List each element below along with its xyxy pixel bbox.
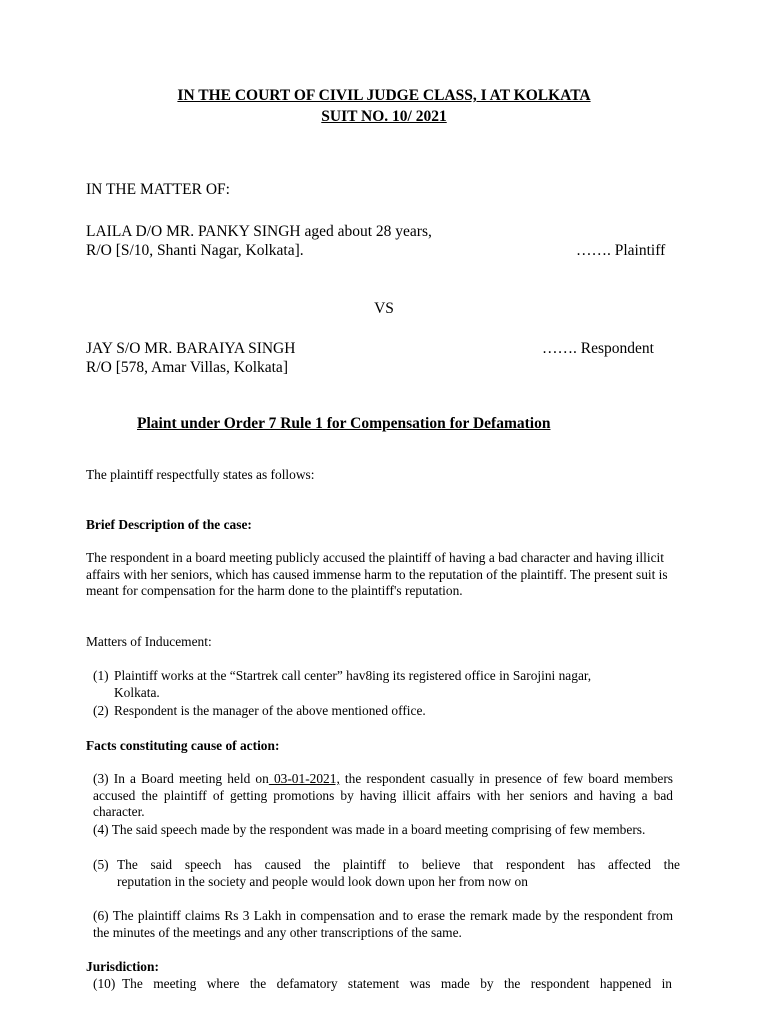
fact-item-5-text-cont: reputation in the society and people would look down upon her from now on [117,874,528,889]
suit-number: SUIT NO. 10/ 2021 [321,108,447,125]
plaintiff-address: R/O [S/10, Shanti Nagar, Kolkata]. [86,242,304,259]
fact-item-4-text: The said speech made by the respondent was made in a board meeting comprising of few members. [111,822,646,837]
inducement-item-2-text: Respondent is the manager of the above mentioned office. [114,703,426,718]
inducement-item-1-number: (1) [93,668,109,683]
intro-text: The plaintiff respectfully states as follows: [86,467,315,482]
matter-heading: IN THE MATTER OF: [86,181,230,198]
inducement-item-2-number: (2) [93,703,109,718]
versus: VS [374,300,394,317]
inducement-item-1-text: Plaintiff works at the “Startrek call center” hav8ing its registered office in Sarojini nagar, [114,668,592,683]
fact-item-4-number: (4) [93,822,109,837]
plaintiff-role: ……. Plaintiff [576,242,666,259]
respondent-role: ……. Respondent [542,340,654,357]
fact-item-6-text: The plaintiff claims Rs 3 Lakh in compensation and to erase the remark made by the respondent from the minutes of the meetings and any other transcriptions of the same. [93,908,673,940]
plaintiff-name: LAILA D/O MR. PANKY SINGH aged about 28 years, [86,223,432,240]
facts-heading: Facts constituting cause of action: [86,738,280,753]
fact-item-5-text: The said speech has caused the plaintiff to believe that respondent has affected the [117,857,680,872]
fact-item-6-number: (6) [93,908,109,923]
fact-item-3-post: the respondent casually in presence of few board members accused the plaintiff of getting promotions by having illicit affairs with her seniors and having a bad character. [93,771,674,819]
brief-text: The respondent in a board meeting publicly accused the plaintiff of having a bad character and having illicit affairs with her seniors, which has caused immense harm to the reputation of the plaintiff. The present suit is meant for compensation for the harm done to the plaintiff's reputation. [86,550,668,598]
jurisdiction-item-10-number: (10) [93,976,116,991]
fact-item-3 [93,771,673,821]
inducement-item-1-text-cont: Kolkata. [114,685,160,700]
inducement-heading: Matters of Inducement: [86,634,212,649]
plaint-title: Plaint under Order 7 Rule 1 for Compensation for Defamation [137,415,551,432]
fact-item-3-pre: In a Board meeting held on [113,771,269,786]
jurisdiction-item-10-text: The meeting where the defamatory statement was made by the respondent happened in [122,976,672,991]
fact-item-6 [93,908,673,941]
respondent-name: JAY S/O MR. BARAIYA SINGH [86,340,296,357]
respondent-address: R/O [578, Amar Villas, Kolkata] [86,359,288,376]
brief-heading: Brief Description of the case: [86,517,252,532]
jurisdiction-heading: Jurisdiction: [86,959,159,974]
fact-item-3-number: (3) [93,771,109,786]
fact-item-3-date: 03-01-2021, [268,771,340,786]
fact-item-4 [93,822,673,839]
fact-item-5-number: (5) [93,857,109,872]
court-title: IN THE COURT OF CIVIL JUDGE CLASS, I AT KOLKATA [177,87,591,104]
